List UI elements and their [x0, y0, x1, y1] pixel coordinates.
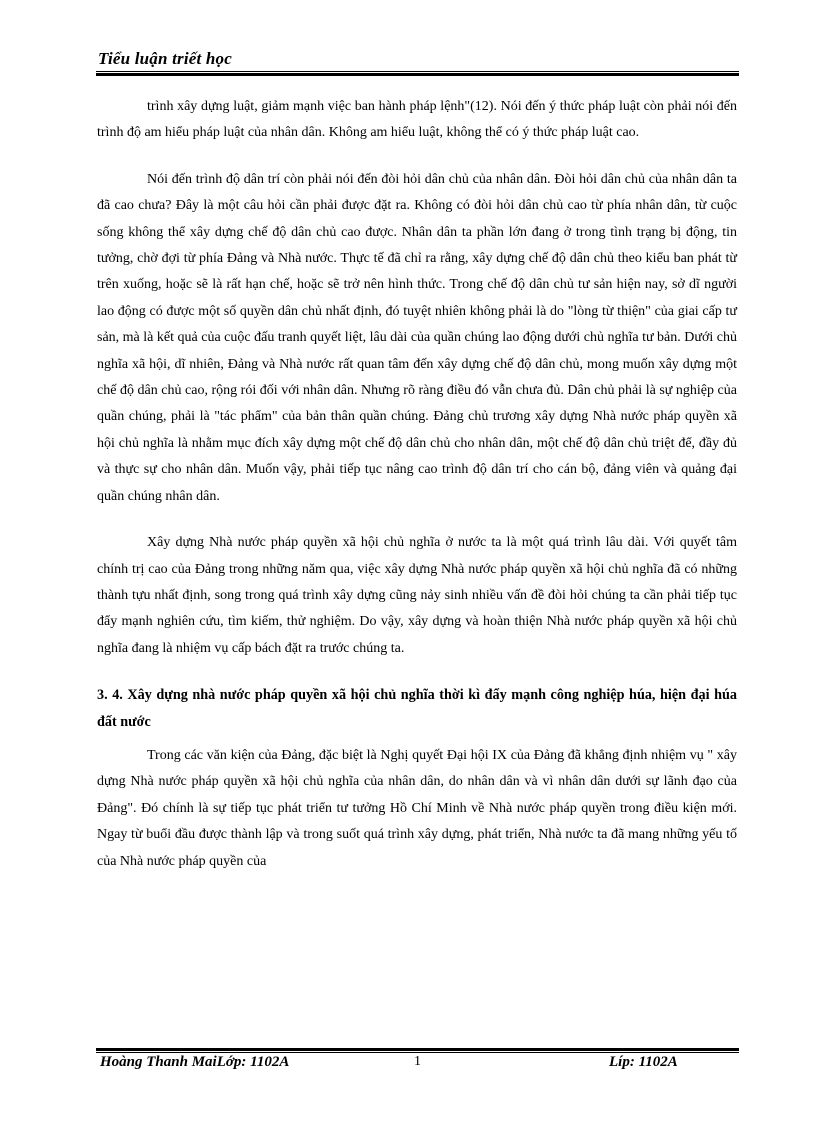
- document-body: [97, 94, 737, 895]
- footer-page-number: 1: [414, 1054, 421, 1069]
- header-rule-thin: [96, 71, 739, 72]
- header-rule-thick: [96, 73, 739, 76]
- footer-rule-thin: [96, 1052, 739, 1053]
- section-heading: 3. 4. Xây dựng nhà nước pháp quyền xã hội chủ nghĩa thời kì đẩy mạnh công nghiệp húa, hiện đại húa đất nước: [97, 687, 737, 730]
- paragraph-4: Trong các văn kiện của Đảng, đặc biệt là Nghị quyết Đại hội IX của Đảng đã khẳng định nhiệm vụ " xây dựng Nhà nước pháp quyền xã hội chủ nghĩa của nhân dân, do nhân dân và vì nhân dân dưới sự lãnh đạo của Đảng". Đó chính là sự tiếp tục phát triển tư tưởng Hồ Chí Minh về Nhà nước pháp quyền trong điều kiện mới. Ngay từ buổi đầu được thành lập và trong suốt quá trình xây dựng, phát triển, Nhà nước ta đã mang những yếu tố của Nhà nước pháp quyền của: [97, 747, 737, 869]
- paragraph-2: Nói đến trình độ dân trí còn phải nói đến đòi hỏi dân chủ của nhân dân. Đòi hỏi dân chủ của nhân dân ta đã cao chưa? Đây là một câu hỏi cần phải được đặt ra. Không có đòi hỏi dân chủ cao từ phía nhân dân, từ cuộc sống không thể xây dựng chế độ dân chủ cao được. Nhân dân ta phần lớn đang ở trong tình trạng bị động, tin tưởng, chờ đợi từ phía Đảng và Nhà nước. Thực tế đã chỉ ra rằng, xây dựng chế độ dân chủ theo kiểu ban phát từ trên xuống, hoặc sẽ là rất hạn chế, hoặc sẽ trở nên hình thức. Trong chế độ dân chủ tư sản hiện nay, sở dĩ người lao động có được một số quyền dân chủ nhất định, đó tuyệt nhiên không phải là do "lòng từ thiện" của giai cấp tư sản, mà là kết quả của cuộc đấu tranh quyết liệt, lâu dài của quần chúng lao động dưới chủ nghĩa tư bản. Dưới chủ nghĩa xã hội, dĩ nhiên, Đảng và Nhà nước rất quan tâm đến xây dựng chế độ dân chủ, mong muốn xây dựng một chế độ dân chủ cao, rộng rói đối với nhân dân. Nhưng rõ ràng điều đó vẫn chưa đủ. Dân chủ phải là sự nghiệp của quần chúng, phải là "tác phẩm" của bản thân quần chúng. Đảng chủ trương xây dựng Nhà nước pháp quyền xã hội chủ nghĩa là nhằm mục đích xây dựng một chế độ dân chủ cho nhân dân, một chế độ dân chủ triệt để, đầy đủ và thực sự cho nhân dân. Muốn vậy, phải tiếp tục nâng cao trình độ dân trí cho cán bộ, đảng viên và quảng đại quần chúng nhân dân.: [97, 171, 737, 504]
- paragraph-3: Xây dựng Nhà nước pháp quyền xã hội chủ nghĩa ở nước ta là một quá trình lâu dài. Với quyết tâm chính trị cao của Đảng trong những năm qua, việc xây dựng Nhà nước pháp quyền xã hội chủ nghĩa đã có những thành tựu nhất định, song trong quá trình xây dựng cũng nảy sinh nhiều vấn đề đòi hỏi chúng ta cần phải tiếp tục đẩy mạnh nghiên cứu, tìm kiếm, thử nghiệm. Do vậy, xây dựng và hoàn thiện Nhà nước pháp quyền xã hội chủ nghĩa đang là nhiệm vụ cấp bách đặt ra trước chúng ta.: [97, 535, 737, 656]
- page-header-title: Tiểu luận triết học: [98, 49, 232, 68]
- footer-class: Líp: 1102A: [609, 1054, 678, 1070]
- footer-author: Hoàng Thanh MaiLớp: 1102A: [100, 1054, 290, 1070]
- footer-rule-thick: [96, 1048, 739, 1051]
- paragraph-1: trình xây dựng luật, giảm mạnh việc ban hành pháp lệnh"(12). Nói đến ý thức pháp luật còn phải nói đến trình độ am hiểu pháp luật của nhân dân. Không am hiểu luật, không thể có ý thức pháp luật cao.: [97, 99, 737, 141]
